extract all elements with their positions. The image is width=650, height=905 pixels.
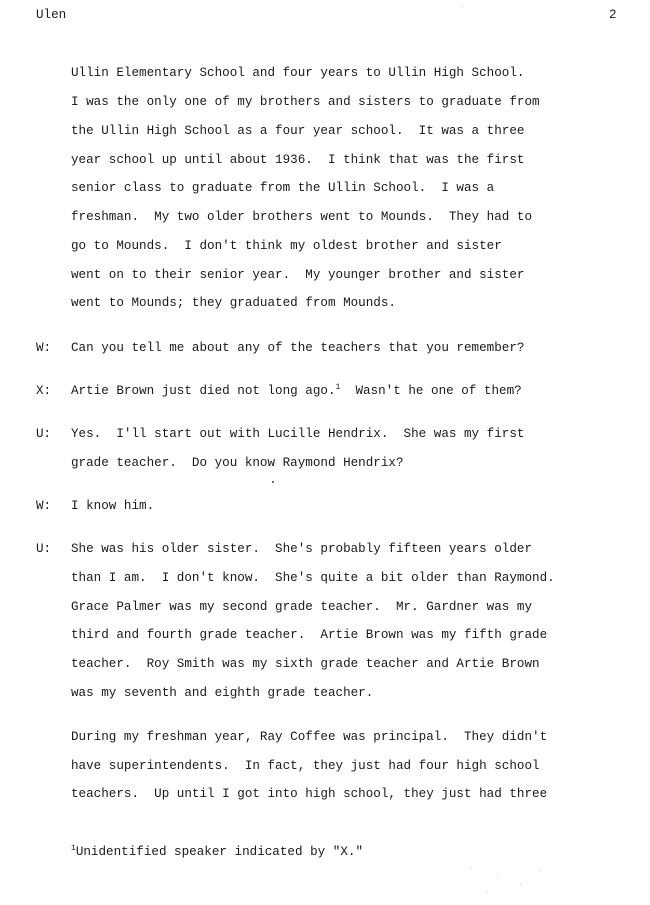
speaker-label: X: [36, 384, 52, 398]
text-line: freshman. My two older brothers went to Mounds. They had to [71, 210, 533, 224]
text-line: went on to their senior year. My younger brother and sister [71, 268, 525, 282]
speaker-label: W: [36, 499, 52, 513]
scan-speck [520, 884, 521, 885]
speaker-label: W: [36, 341, 52, 355]
speaker-label: U: [36, 542, 52, 556]
scan-speck [470, 868, 471, 869]
scan-speck [498, 876, 499, 877]
scan-speck [486, 892, 487, 893]
text-line: teachers. Up until I got into high school, they just had three [71, 787, 548, 801]
text-line: go to Mounds. I don't think my oldest brother and sister [71, 239, 502, 253]
scan-speck [462, 6, 463, 7]
scan-speck [272, 481, 274, 483]
text-line: year school up until about 1936. I think that was the first [71, 153, 525, 167]
footnote [71, 846, 363, 859]
text-line: I know him. [71, 499, 155, 513]
text-segment: Artie Brown just died not long ago. [71, 384, 336, 398]
text-line: During my freshman year, Ray Coffee was principal. They didn't [71, 730, 548, 744]
text-line: have superintendents. In fact, they just had four high school [71, 759, 540, 773]
text-segment: Wasn't he one of them? [340, 384, 522, 398]
text-line: Yes. I'll start out with Lucille Hendrix. She was my first [71, 427, 525, 441]
footnote-mark: 1 [71, 844, 76, 853]
text-line: third and fourth grade teacher. Artie Brown was my fifth grade [71, 628, 548, 642]
text-line [71, 385, 522, 398]
text-line: senior class to graduate from the Ullin School. I was a [71, 181, 495, 195]
text-line: I was the only one of my brothers and sisters to graduate from [71, 95, 540, 109]
text-line: Can you tell me about any of the teachers that you remember? [71, 341, 525, 355]
scan-speck [540, 870, 541, 871]
text-line: teacher. Roy Smith was my sixth grade teacher and Artie Brown [71, 657, 540, 671]
text-line: She was his older sister. She's probably fifteen years older [71, 542, 533, 556]
header-name: Ulen [36, 8, 67, 22]
text-line: than I am. I don't know. She's quite a bit older than Raymond. [71, 571, 555, 585]
speaker-label: U: [36, 427, 52, 441]
page-number: 2 [609, 8, 617, 22]
text-line: Ullin Elementary School and four years to Ullin High School. [71, 66, 525, 80]
text-line: the Ullin High School as a four year school. It was a three [71, 124, 525, 138]
text-line: was my seventh and eighth grade teacher. [71, 686, 374, 700]
text-line: Grace Palmer was my second grade teacher. Mr. Gardner was my [71, 600, 533, 614]
footnote-text: Unidentified speaker indicated by "X." [75, 845, 363, 859]
footnote-reference: 1 [335, 383, 341, 392]
text-line: grade teacher. Do you know Raymond Hendrix? [71, 456, 404, 470]
text-line: went to Mounds; they graduated from Mounds. [71, 296, 396, 310]
